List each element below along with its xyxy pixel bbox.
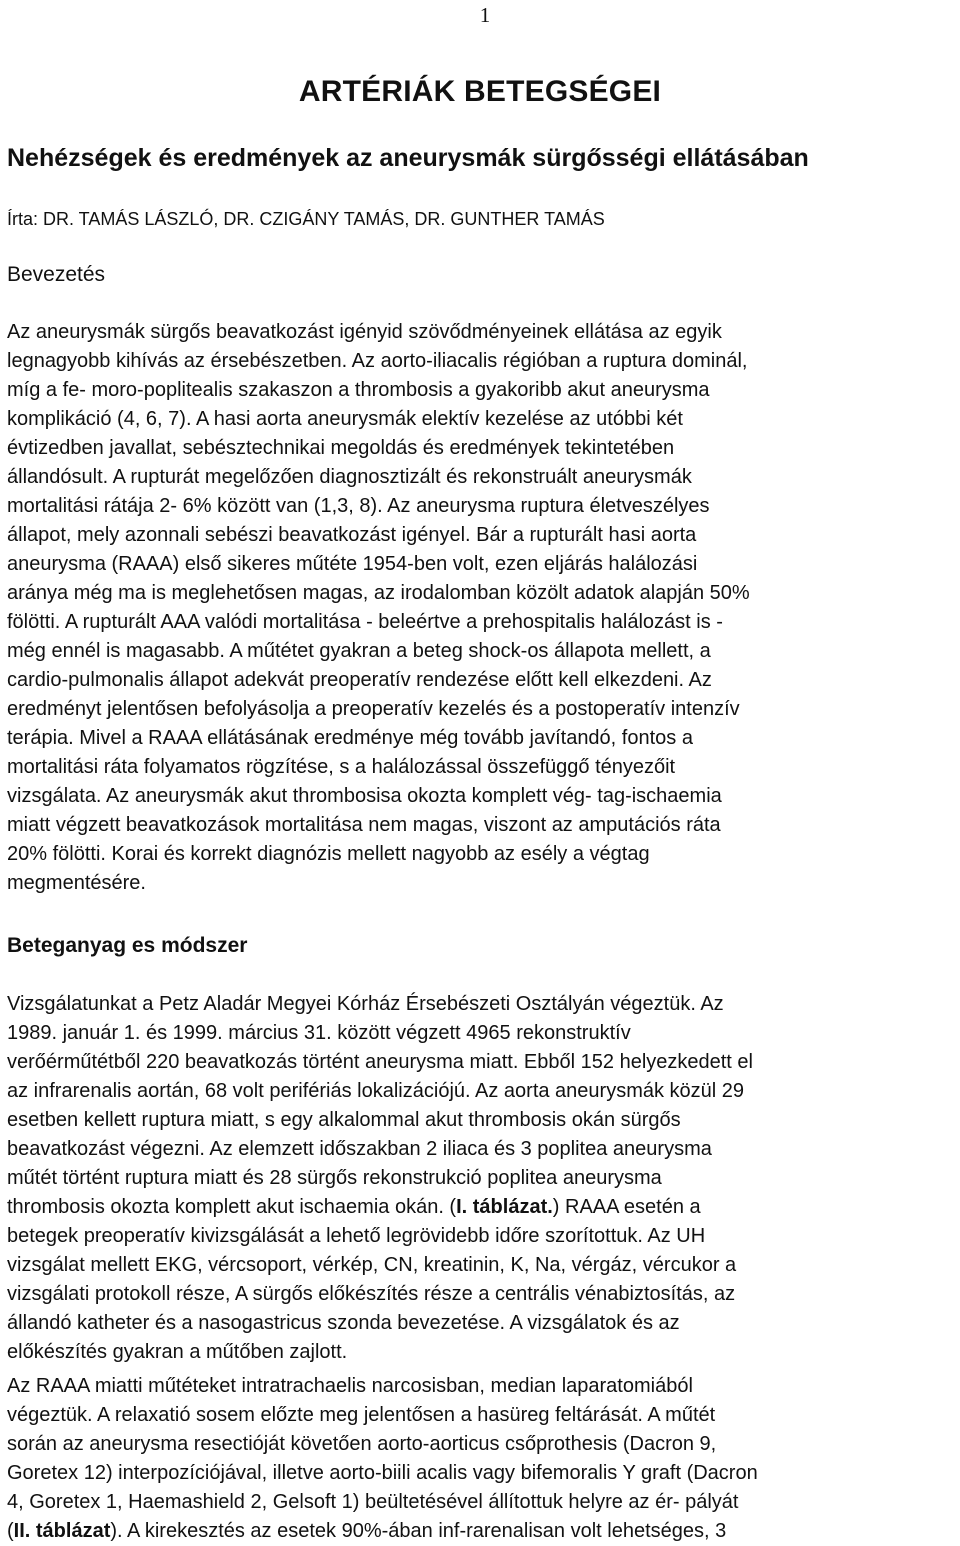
text-line: 20% fölötti. Korai és korrekt diagnózis mellett nagyobb az esély a végtag [7,843,650,865]
text-line: verőérműtétből 220 beavatkozás történt aneurysma miatt. Ebből 152 helyezkedett el [7,1051,753,1073]
table-2-reference: II. táblázat [13,1520,111,1542]
text-line: 4, Goretex 1, Haemashield 2, Gelsoft 1) beültetésével állítottuk helyre az ér- pályát [7,1491,739,1513]
text-line: Goretex 12) interpozíciójával, illetve aorto-biili acalis vagy bifemoralis Y graft (Dacron [7,1462,758,1484]
text-line-with-table-ref [7,1193,951,1222]
line-text-after: ) RAAA esetén a [552,1196,701,1218]
methods-heading: Beteganyag es módszer [7,934,248,957]
text-line: vizsgálati protokoll része, A sürgős előkészítés része a centrális vénabiztosítás, az [7,1283,736,1305]
text-line: során az aneurysma resectióját követően aorto-aorticus csőprothesis (Dacron 9, [7,1433,717,1455]
text-line: állapot, mely azonnali sebészi beavatkozást igényel. Bár a rupturált hasi aorta [7,524,697,546]
intro-heading: Bevezetés [7,263,106,286]
text-line: évtizedben javallat, sebésztechnikai megoldás és eredmények tekintetében [7,437,675,459]
text-line: állandó katheter és a nasogastricus szonda bevezetése. A vizsgálatok és az [7,1312,680,1334]
text-line: végeztük. A relaxatió sosem előzte meg jelentősen a hasüreg feltárását. A műtét [7,1404,716,1426]
intro-paragraph [7,318,951,898]
text-line: esetben kellett ruptura miatt, s egy alkalommal akut thrombosis okán sürgős [7,1109,681,1131]
line-text-before: thrombosis okozta komplett akut ischaemia okán. ( [7,1196,457,1218]
text-line: 1989. január 1. és 1999. március 31. között végzett 4965 rekonstruktív [7,1022,631,1044]
text-line: betegek preoperatív kivizsgálását a lehető legrövidebb időre szorítottuk. Az UH [7,1225,706,1247]
text-line: míg a fe- moro-poplitealis szakaszon a thrombosis a gyakoribb akut aneurysma [7,379,710,401]
text-line: Az RAAA miatti műtéteket intratrachaelis narcosisban, median laparatomiából [7,1375,693,1397]
text-line: legnagyobb kihívás az érsebészetben. Az aorto-iliacalis régióban a ruptura dominál, [7,350,748,372]
page-number: 1 [479,3,491,27]
line-text-after: ). A kirekesztés az esetek 90%-ában inf-rarenalisan volt lehetséges, 3 [110,1520,727,1542]
text-line: fölötti. A rupturált AAA valódi mortalitása - beleértve a prehospitalis halálozást is - [7,611,723,633]
text-line: cardio-pulmonalis állapot adekvát preoperatív rendezése előtt kell elkezdeni. Az [7,669,712,691]
text-line: mortalitási ráta folyamatos rögzítése, s a halálozással összefüggő tényezőit [7,756,676,778]
text-line: aneurysma (RAAA) első sikeres műtéte 1954-ben volt, ezen eljárás halálozási [7,553,698,575]
text-line-with-table-ref [7,1517,951,1546]
text-line: Vizsgálatunkat a Petz Aladár Megyei Kórház Érsebészeti Osztályán végeztük. Az [7,993,724,1015]
text-line: mortalitási rátája 2- 6% között van (1,3, 8). Az aneurysma ruptura életveszélyes [7,495,710,517]
document-title: ARTÉRIÁK BETEGSÉGEI [298,75,662,108]
text-line: vizsgálat mellett EKG, vércsoport, vérkép, CN, kreatinin, K, Na, vérgáz, vércukor a [7,1254,737,1276]
text-line: előkészítés gyakran a műtőben zajlott. [7,1341,348,1363]
methods-paragraph-2 [7,1372,951,1546]
methods-paragraph-1 [7,990,951,1367]
text-line: eredményt jelentősen befolyásolja a preoperatív kezelés és a postoperatív intenzív [7,698,740,720]
table-1-reference: I. táblázat. [456,1196,553,1218]
text-line: komplikáció (4, 6, 7). A hasi aorta aneurysmák elektív kezelése az utóbbi két [7,408,683,430]
text-line: még ennél is magasabb. A műtétet gyakran a beteg shock-os állapota mellett, a [7,640,711,662]
text-line: aránya még ma is meglehetősen magas, az irodalomban közölt adatok alapján 50% [7,582,750,604]
text-line: megmentésére. [7,872,146,894]
text-line: terápia. Mivel a RAAA ellátásának eredménye még tovább javítandó, fontos a [7,727,693,749]
text-line: miatt végzett beavatkozások mortalitása nem magas, viszont az amputációs ráta [7,814,721,836]
text-line: vizsgálata. Az aneurysmák akut thrombosisa okozta komplett vég- tag-ischaemia [7,785,722,807]
text-line: műtét történt ruptura miatt és 28 sürgős rekonstrukció poplitea aneurysma [7,1167,662,1189]
article-subtitle: Nehézségek és eredmények az aneurysmák sürgősségi ellátásában [7,144,809,172]
text-line: állandósult. A rupturát megelőzően diagnosztizált és rekonstruált aneurysmák [7,466,692,488]
text-line: az infrarenalis aortán, 68 volt perifériás lokalizációjú. Az aorta aneurysmák közül 29 [7,1080,745,1102]
author-line: Írta: DR. TAMÁS LÁSZLÓ, DR. CZIGÁNY TAMÁS, DR. GUNTHER TAMÁS [7,209,605,229]
line-text-before: ( [7,1520,14,1542]
text-line: beavatkozást végezni. Az elemzett időszakban 2 iliaca és 3 poplitea aneurysma [7,1138,712,1160]
text-line: Az aneurysmák sürgős beavatkozást igényid szövődményeinek ellátása az egyik [7,321,722,343]
